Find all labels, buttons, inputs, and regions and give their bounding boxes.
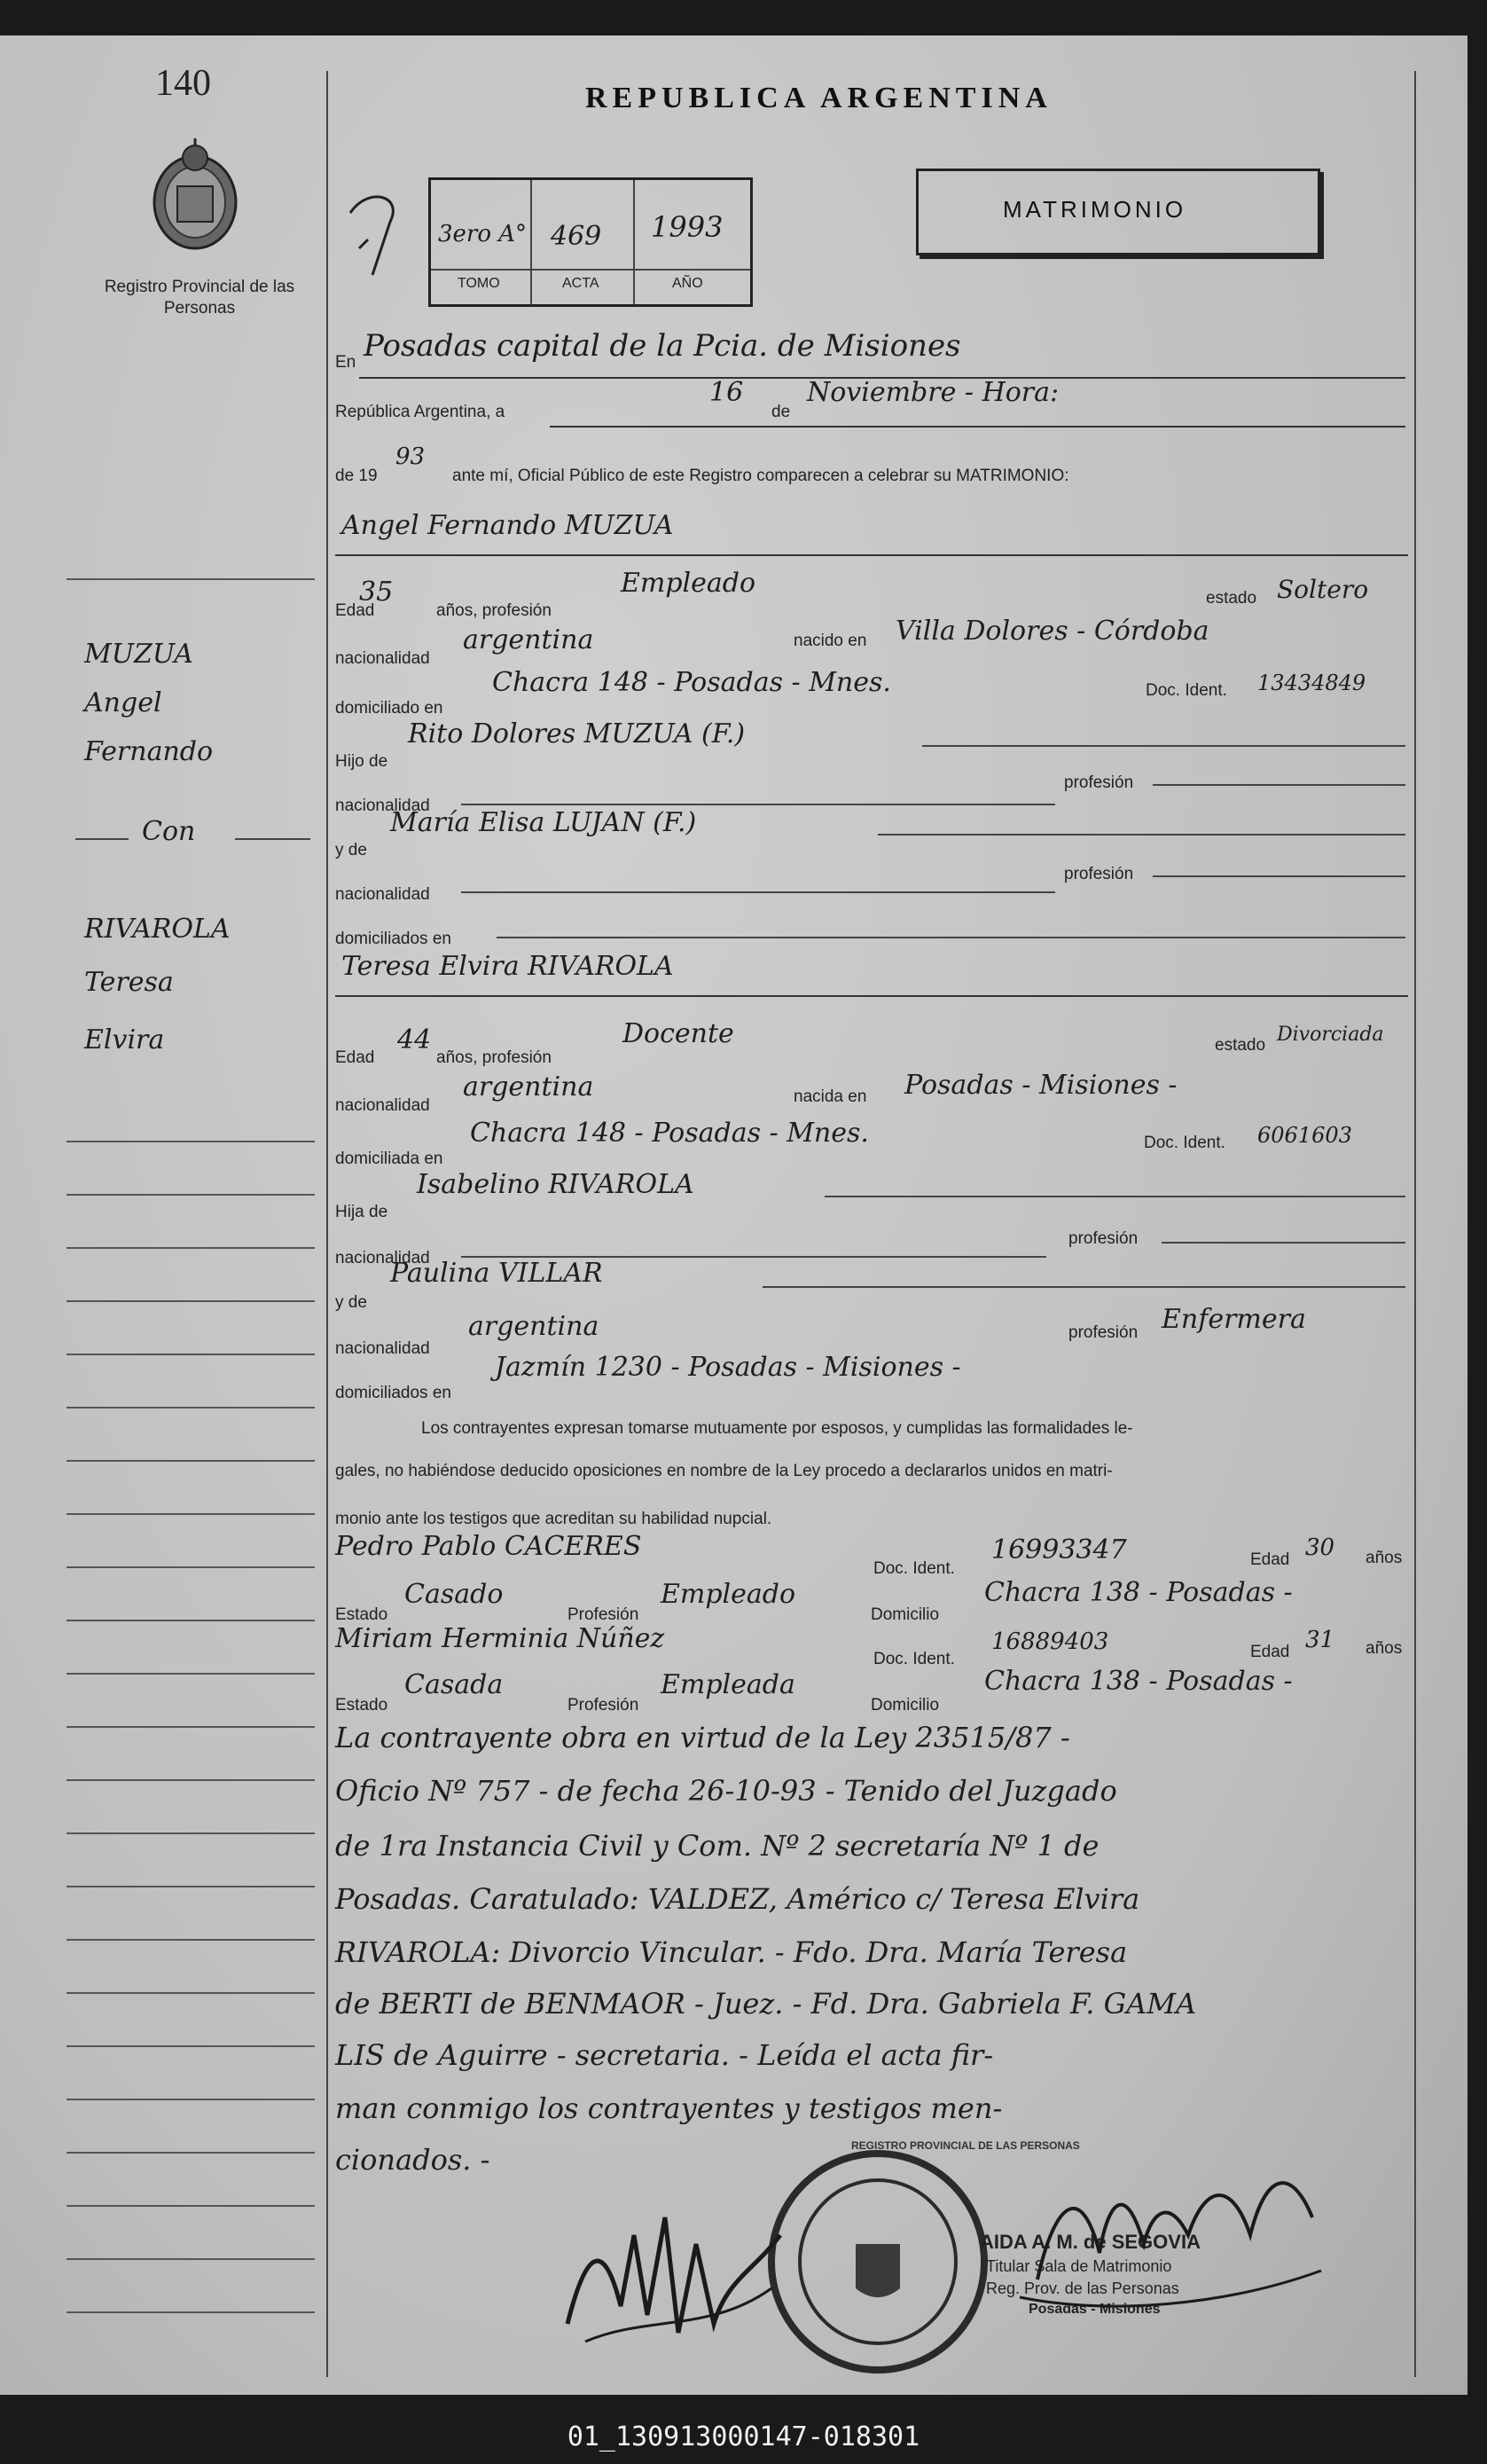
groom-born-label: nacido en bbox=[794, 632, 867, 650]
bride-nationality: argentina bbox=[463, 1071, 594, 1103]
groom-doc-label: Doc. Ident. bbox=[1146, 681, 1227, 700]
ano-value: 1993 bbox=[651, 210, 724, 244]
document-page bbox=[0, 35, 1467, 2395]
witness1-address-label: Domicilio bbox=[871, 1605, 940, 1624]
intro-republica-label: República Argentina, a bbox=[335, 403, 505, 421]
groom-address-label: domiciliado en bbox=[335, 699, 443, 718]
groom-profession: Empleado bbox=[621, 568, 756, 599]
official-signature-icon bbox=[1002, 2146, 1339, 2324]
contracting-party-signature-icon bbox=[550, 2182, 798, 2359]
margin-bride-surname: RIVAROLA bbox=[84, 914, 231, 945]
witness1-profession: Empleado bbox=[661, 1579, 796, 1610]
bride-parents-address: Jazmín 1230 - Posadas - Misiones - bbox=[495, 1352, 961, 1383]
groom-born: Villa Dolores - Córdoba bbox=[896, 616, 1209, 647]
acta-value: 469 bbox=[551, 221, 602, 252]
groom-nationality-label: nacionalidad bbox=[335, 649, 430, 668]
intro-year: 93 bbox=[395, 443, 426, 470]
witness2-profession: Empleada bbox=[661, 1669, 795, 1700]
witness2-profession-label: Profesión bbox=[567, 1696, 639, 1715]
bride-address-label: domiciliada en bbox=[335, 1150, 443, 1168]
groom-mother: María Elisa LUJAN (F.) bbox=[390, 807, 697, 838]
groom-address: Chacra 148 - Posadas - Mnes. bbox=[492, 667, 891, 698]
witness1-age-unit: años bbox=[1366, 1549, 1403, 1567]
witness1-doc: 16993347 bbox=[991, 1534, 1127, 1566]
witness1-doc-label: Doc. Ident. bbox=[873, 1559, 955, 1578]
witness1-age: 30 bbox=[1305, 1534, 1335, 1561]
witness2-doc: 16889403 bbox=[991, 1628, 1109, 1655]
groom-name: Angel Fernando MUZUA bbox=[341, 510, 674, 541]
intro-de-label: de bbox=[771, 403, 791, 421]
annotation-mark-icon bbox=[341, 186, 412, 284]
record-type-box bbox=[916, 169, 1320, 255]
tomo-value: 3ero A° bbox=[438, 221, 528, 247]
witness2-age-unit: años bbox=[1366, 1639, 1403, 1658]
bride-mother-profession-label: profesión bbox=[1068, 1323, 1139, 1342]
bride-father-label: Hija de bbox=[335, 1203, 388, 1221]
declaration-line-3: monio ante los testigos que acreditan su habilidad nupcial. bbox=[335, 1510, 772, 1528]
margin-divider bbox=[326, 71, 328, 2377]
bride-born: Posadas - Misiones - bbox=[904, 1070, 1178, 1101]
intro-text: ante mí, Oficial Público de este Registro comparecen a celebrar su MATRIMONIO: bbox=[452, 467, 1069, 485]
footer-id: 01_130913000147-018301 bbox=[567, 2421, 920, 2452]
groom-mother-nationality-label: nacionalidad bbox=[335, 885, 430, 904]
record-type: MATRIMONIO bbox=[1003, 196, 1187, 223]
groom-mother-profession-label: profesión bbox=[1064, 865, 1134, 883]
bride-father-profession-label: profesión bbox=[1068, 1229, 1139, 1248]
groom-mother-label: y de bbox=[335, 841, 367, 859]
groom-status: Soltero bbox=[1277, 575, 1369, 604]
witness2-age-label: Edad bbox=[1250, 1643, 1290, 1661]
bride-born-label: nacida en bbox=[794, 1087, 867, 1106]
acta-label: ACTA bbox=[562, 276, 599, 291]
witness1-profession-label: Profesión bbox=[567, 1605, 639, 1624]
intro-day: 16 bbox=[709, 377, 744, 408]
registry-name: Registro Provincial de las Personas bbox=[104, 278, 295, 318]
margin-bride-first: Teresa bbox=[84, 967, 174, 998]
witness2-age: 31 bbox=[1305, 1627, 1335, 1653]
witness1-address: Chacra 138 - Posadas - bbox=[984, 1577, 1293, 1608]
note-line-3: de 1ra Instancia Civil y Com. Nº 2 secretaría Nº 1 de bbox=[335, 1829, 1100, 1863]
bride-status-label: estado bbox=[1215, 1036, 1266, 1055]
official-office: Reg. Prov. de las Personas bbox=[986, 2280, 1179, 2297]
bride-mother: Paulina VILLAR bbox=[390, 1258, 603, 1289]
margin-con: Con bbox=[142, 816, 196, 847]
margin-groom-middle: Fernando bbox=[84, 736, 214, 767]
groom-profession-label: años, profesión bbox=[436, 601, 552, 620]
bride-profession: Docente bbox=[622, 1018, 734, 1049]
margin-groom-first: Angel bbox=[84, 687, 162, 718]
bride-mother-nationality-label: nacionalidad bbox=[335, 1339, 430, 1358]
witness2-address: Chacra 138 - Posadas - bbox=[984, 1666, 1293, 1697]
note-line-7: LIS de Aguirre - secretaria. - Leída el acta fir- bbox=[335, 2038, 994, 2072]
tomo-label: TOMO bbox=[458, 276, 500, 291]
groom-status-label: estado bbox=[1206, 589, 1257, 608]
groom-age: 35 bbox=[359, 577, 394, 608]
seal-text: REGISTRO PROVINCIAL DE LAS PERSONAS bbox=[851, 2139, 1080, 2152]
groom-age-label: Edad bbox=[335, 601, 375, 620]
intro-place: Posadas capital de la Pcia. de Misiones bbox=[364, 328, 961, 364]
witness1-name: Pedro Pablo CACERES bbox=[335, 1531, 642, 1562]
groom-parents-address-label: domiciliados en bbox=[335, 930, 451, 948]
groom-father-nationality-label: nacionalidad bbox=[335, 796, 430, 815]
declaration-line-1: Los contrayentes expresan tomarse mutuamente por esposos, y cumplidas las formalidades le- bbox=[421, 1419, 1133, 1438]
bride-father-nationality-label: nacionalidad bbox=[335, 1249, 430, 1267]
groom-nationality: argentina bbox=[463, 624, 594, 655]
official-city: Posadas - Misiones bbox=[1029, 2302, 1161, 2317]
witness2-address-label: Domicilio bbox=[871, 1696, 940, 1715]
bride-mother-profession: Enfermera bbox=[1162, 1304, 1306, 1335]
note-line-9: cionados. - bbox=[335, 2143, 490, 2177]
page-number: 140 bbox=[155, 63, 211, 104]
intro-month: Noviembre - Hora: bbox=[807, 377, 1060, 408]
witness1-age-label: Edad bbox=[1250, 1550, 1290, 1569]
bride-doc-label: Doc. Ident. bbox=[1144, 1134, 1225, 1152]
bride-doc: 6061603 bbox=[1257, 1123, 1352, 1148]
bride-status: Divorciada bbox=[1277, 1024, 1384, 1046]
declaration-line-2: gales, no habiéndose deducido oposiciones en nombre de la Ley procedo a declararlos unidos en matri- bbox=[335, 1462, 1113, 1480]
note-line-4: Posadas. Caratulado: VALDEZ, Américo c/ Teresa Elvira bbox=[335, 1882, 1140, 1916]
bride-father: Isabelino RIVAROLA bbox=[417, 1169, 694, 1200]
groom-father: Rito Dolores MUZUA (F.) bbox=[408, 718, 746, 749]
witness2-status-label: Estado bbox=[335, 1696, 388, 1715]
witness1-status: Casado bbox=[404, 1579, 504, 1610]
groom-doc: 13434849 bbox=[1257, 671, 1366, 695]
note-line-2: Oficio Nº 757 - de fecha 26-10-93 - Tenido del Juzgado bbox=[335, 1774, 1117, 1808]
bride-address: Chacra 148 - Posadas - Mnes. bbox=[470, 1118, 869, 1149]
witness2-status: Casada bbox=[404, 1669, 504, 1700]
groom-father-profession-label: profesión bbox=[1064, 773, 1134, 792]
bride-mother-label: y de bbox=[335, 1293, 367, 1312]
note-line-1: La contrayente obra en virtud de la Ley 23515/87 - bbox=[335, 1721, 1070, 1754]
bride-parents-address-label: domiciliados en bbox=[335, 1384, 451, 1402]
bride-mother-nationality: argentina bbox=[468, 1311, 599, 1342]
note-line-8: man conmigo los contrayentes y testigos men- bbox=[335, 2091, 1003, 2125]
bride-age: 44 bbox=[397, 1024, 432, 1055]
margin-groom-surname: MUZUA bbox=[84, 639, 193, 670]
bride-name: Teresa Elvira RIVAROLA bbox=[341, 951, 674, 982]
ano-label: AÑO bbox=[672, 276, 703, 291]
intro-en-label: En bbox=[335, 353, 356, 372]
official-name: AIDA A. M. de SEGOVIA bbox=[980, 2231, 1201, 2253]
record-box bbox=[428, 177, 753, 307]
intro-year-label: de 19 bbox=[335, 467, 378, 485]
note-line-6: de BERTI de BENMAOR - Juez. - Fd. Dra. Gabriela F. GAMA bbox=[335, 1987, 1197, 2021]
official-title: Titular Sala de Matrimonio bbox=[986, 2257, 1172, 2275]
witness1-status-label: Estado bbox=[335, 1605, 388, 1624]
bride-age-label: Edad bbox=[335, 1048, 375, 1067]
country-title: REPUBLICA ARGENTINA bbox=[585, 82, 1053, 114]
margin-bride-middle: Elvira bbox=[84, 1024, 165, 1055]
note-line-5: RIVAROLA: Divorcio Vincular. - Fdo. Dra. María Teresa bbox=[335, 1935, 1128, 1969]
groom-father-label: Hijo de bbox=[335, 752, 388, 771]
coat-of-arms-icon bbox=[142, 133, 248, 257]
witness2-doc-label: Doc. Ident. bbox=[873, 1650, 955, 1668]
witness2-name: Miriam Herminia Núñez bbox=[335, 1623, 665, 1654]
right-border bbox=[1414, 71, 1416, 2377]
bride-profession-label: años, profesión bbox=[436, 1048, 552, 1067]
bride-nationality-label: nacionalidad bbox=[335, 1096, 430, 1115]
